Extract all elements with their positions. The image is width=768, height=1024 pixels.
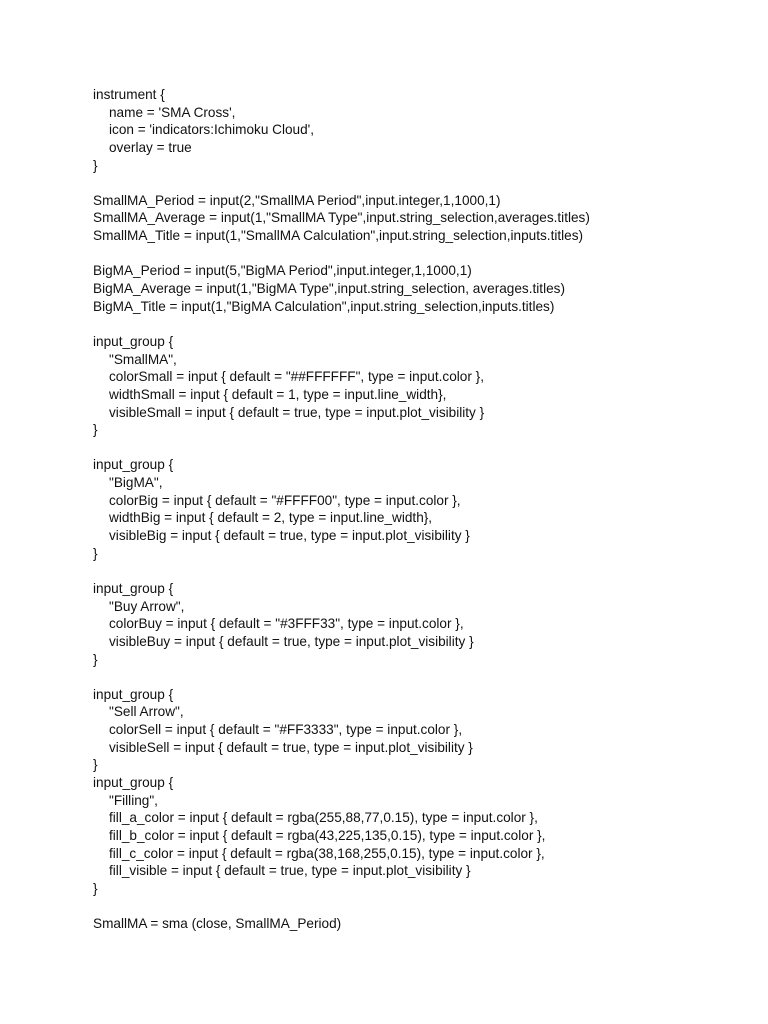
blank-line [93,897,753,915]
code-line: "Buy Arrow", [109,598,185,614]
blank-line [93,245,753,263]
code-line: input_group { [93,686,174,702]
code-line: colorSmall = input { default = "##FFFFFF", type = input.color }, [109,369,484,385]
code-line: input_group { [93,457,174,473]
code-line: "BigMA", [109,475,163,491]
code-line: BigMA_Period = input(5,"BigMA Period",input.integer,1,1000,1) [93,263,472,279]
code-line: visibleBig = input { default = true, type = input.plot_visibility } [109,528,470,544]
code-line: colorBuy = input { default = "#3FFF33", type = input.color }, [109,616,464,632]
code-line: BigMA_Average = input(1,"BigMA Type",input.string_selection, averages.titles) [93,281,565,297]
code-line: visibleSell = input { default = true, type = input.plot_visibility } [109,739,473,755]
code-line: fill_c_color = input { default = rgba(38,168,255,0.15), type = input.color }, [109,845,545,861]
code-line: "Filling", [109,792,158,808]
code-line: "SmallMA", [109,351,177,367]
code-line: instrument { [93,87,165,102]
code-line: icon = 'indicators:Ichimoku Cloud', [109,122,315,138]
code-line: SmallMA_Title = input(1,"SmallMA Calculation",input.string_selection,inputs.titles) [93,228,584,244]
code-line: visibleBuy = input { default = true, type = input.plot_visibility } [109,633,474,649]
code-line: } [93,422,98,438]
code-line: overlay = true [109,139,192,155]
code-line: input_group { [93,580,174,596]
code-line: } [93,880,98,896]
code-line: "Sell Arrow", [109,704,184,720]
code-line: SmallMA_Average = input(1,"SmallMA Type",input.string_selection,averages.titles) [93,210,590,226]
code-line: colorSell = input { default = "#FF3333", type = input.color }, [109,722,463,738]
code-line: widthSmall = input { default = 1, type = input.line_width}, [109,386,447,402]
code-line: fill_b_color = input { default = rgba(43,225,135,0.15), type = input.color }, [109,827,546,843]
code-line: name = 'SMA Cross', [109,104,236,120]
code-line: SmallMA = sma (close, SmallMA_Period) [93,916,342,932]
blank-line [93,174,753,192]
code-line: widthBig = input { default = 2, type = input.line_width}, [109,510,433,526]
code-line: input_group { [93,774,174,790]
blank-line [93,439,753,457]
code-line: fill_a_color = input { default = rgba(255,88,77,0.15), type = input.color }, [109,810,538,826]
blank-line [93,668,753,686]
code-line: SmallMA_Period = input(2,"SmallMA Period",input.integer,1,1000,1) [93,192,501,208]
code-line: visibleSmall = input { default = true, type = input.plot_visibility } [109,404,485,420]
code-line: } [93,757,98,773]
blank-line [93,562,753,580]
code-line: } [93,157,98,173]
code-line: input_group { [93,333,174,349]
code-line: BigMA_Title = input(1,"BigMA Calculation",input.string_selection,inputs.titles) [93,298,555,314]
code-line: colorBig = input { default = "#FFFF00", type = input.color }, [109,492,461,508]
code-line: } [93,651,98,667]
code-line: fill_visible = input { default = true, type = input.plot_visibility } [109,863,471,879]
code-document [93,86,753,933]
code-line: } [93,545,98,561]
blank-line [93,315,753,333]
